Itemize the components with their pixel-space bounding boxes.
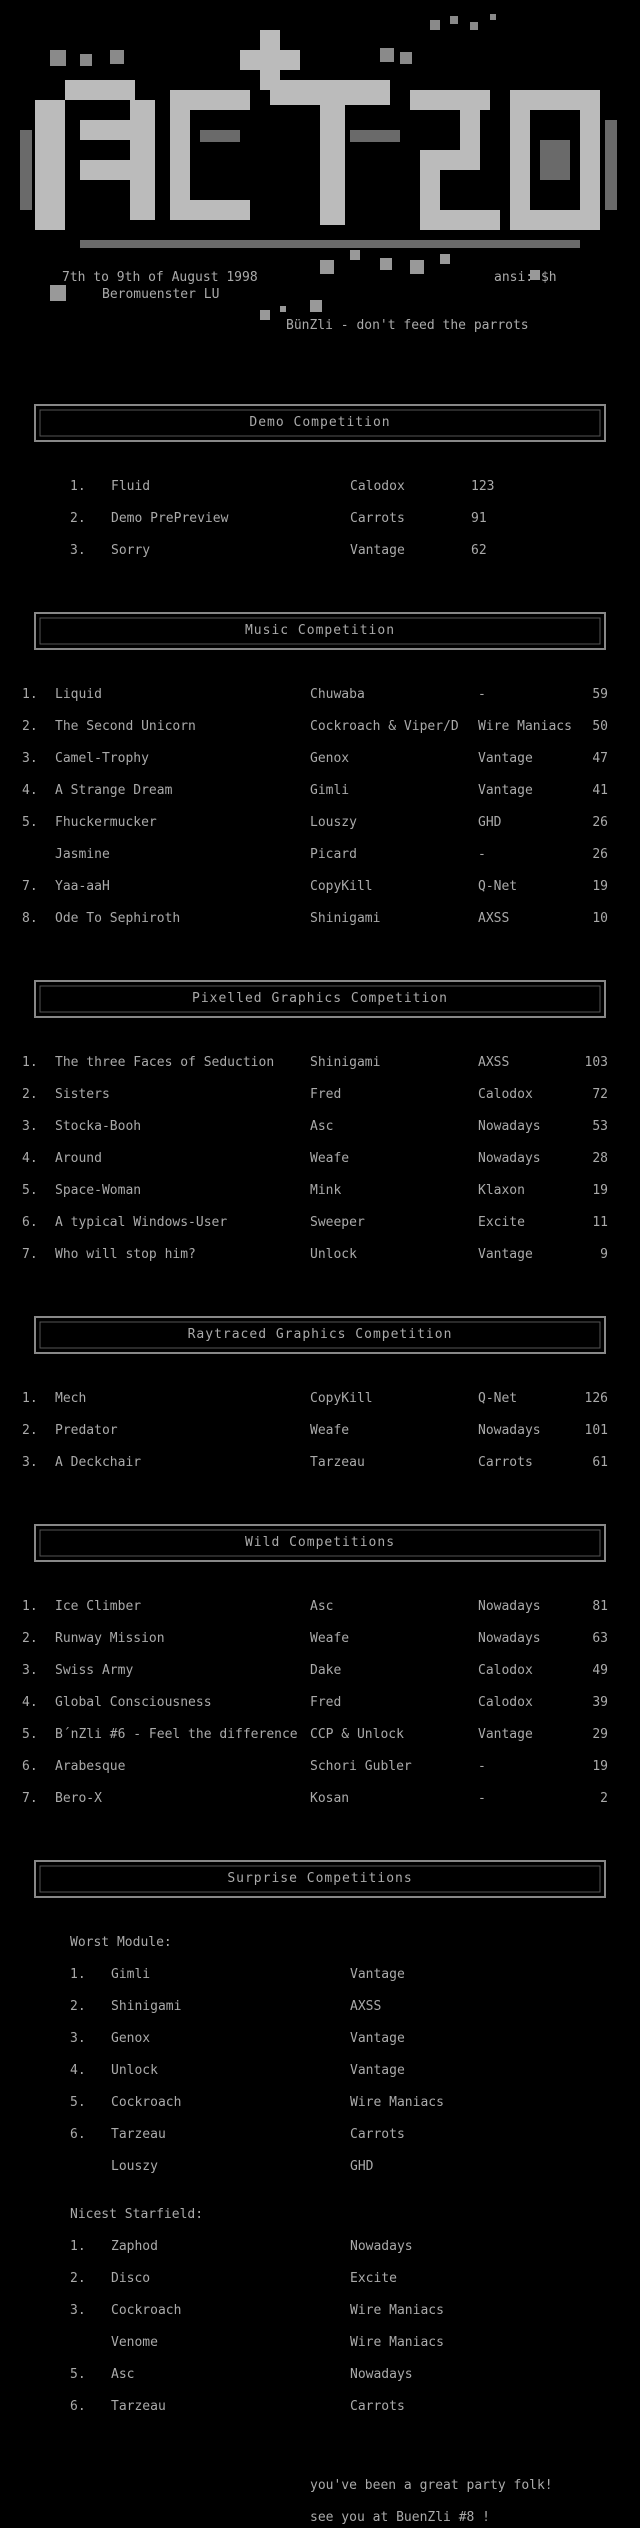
result-author: Genox [310,751,350,766]
result-name: B´nZli #6 - Feel the difference [55,1727,298,1742]
result-group: Wire Maniacs [478,719,572,734]
result-group: - [478,687,486,702]
award-group: Nowadays [350,2367,413,2382]
award-group: Nowadays [350,2239,413,2254]
result-name: A Strange Dream [55,783,173,798]
result-score: 19 [592,1759,608,1774]
result-rank: 8. [22,911,38,926]
result-score: 53 [592,1119,608,1134]
result-author: Picard [310,847,357,862]
award-row [0,2399,640,2415]
result-author: Chuwaba [310,687,365,702]
result-score: 63 [592,1631,608,1646]
footer-line-2: see you at BuenZli #8 ! [310,2510,491,2525]
result-name: The Second Unicorn [55,719,196,734]
result-group: Nowadays [478,1151,541,1166]
result-author: Kosan [310,1791,350,1806]
result-group: Klaxon [478,1183,525,1198]
result-author: Louszy [310,815,357,830]
result-rank: 3. [70,543,86,558]
result-score: 91 [471,511,487,526]
result-name: Who will stop him? [55,1247,196,1262]
banner-surprise [34,1859,606,1899]
result-row [0,847,640,863]
award-row [0,1999,640,2015]
result-rank: 2. [70,511,86,526]
result-rank: 1. [22,687,38,702]
result-rank: 6. [22,1759,38,1774]
result-name: Around [55,1151,102,1166]
award-rank: 6. [70,2399,86,2414]
worst-module-label: Worst Module: [70,1935,172,1950]
result-name: Demo PrePreview [111,511,229,526]
result-score: 126 [584,1391,608,1406]
result-rank: 7. [22,879,38,894]
award-group: Carrots [350,2127,405,2142]
result-rank: 7. [22,1791,38,1806]
result-group: Vantage [478,1727,533,1742]
result-row [0,1663,640,1679]
award-rank: 3. [70,2031,86,2046]
result-score: 11 [592,1215,608,1230]
award-name: Tarzeau [111,2127,166,2142]
award-rank: 1. [70,2239,86,2254]
result-group: Calodox [478,1695,533,1710]
result-score: 19 [592,879,608,894]
award-row [0,2271,640,2287]
result-row [0,783,640,799]
result-group: Calodox [478,1663,533,1678]
result-name: Mech [55,1391,87,1406]
award-group: Wire Maniacs [350,2303,444,2318]
result-author: Gimli [310,783,350,798]
result-rank: 2. [22,719,38,734]
award-row [0,2367,640,2383]
award-row [0,2159,640,2175]
result-rank: 7. [22,1247,38,1262]
nicest-starfield-label: Nicest Starfield: [70,2207,204,2222]
result-group: Nowadays [478,1423,541,1438]
award-row [0,2303,640,2319]
award-name: Cockroach [111,2303,182,2318]
result-score: 9 [600,1247,608,1262]
award-group: Carrots [350,2399,405,2414]
banner-pixel [34,979,606,1019]
result-score: 41 [592,783,608,798]
result-author: Sweeper [310,1215,365,1230]
result-score: 49 [592,1663,608,1678]
award-name: Unlock [111,2063,158,2078]
banner-music [34,611,606,651]
result-group: Carrots [350,511,405,526]
result-author: Weafe [310,1423,350,1438]
award-rank: 6. [70,2127,86,2142]
award-group: Wire Maniacs [350,2095,444,2110]
result-name: Camel-Trophy [55,751,149,766]
result-row [0,1151,640,1167]
result-group: Nowadays [478,1631,541,1646]
result-row [0,1247,640,1263]
result-score: 61 [592,1455,608,1470]
award-name: Gimli [111,1967,151,1982]
award-name: Zaphod [111,2239,158,2254]
result-group: Nowadays [478,1119,541,1134]
award-group: GHD [350,2159,374,2174]
result-score: 29 [592,1727,608,1742]
result-name: A typical Windows-User [55,1215,228,1230]
result-group: Vantage [350,543,405,558]
result-score: 72 [592,1087,608,1102]
result-score: 123 [471,479,495,494]
award-name: Disco [111,2271,151,2286]
result-author: Weafe [310,1151,350,1166]
result-name: Ode To Sephiroth [55,911,181,926]
result-rank: 4. [22,783,38,798]
result-author: Tarzeau [310,1455,365,1470]
result-rank: 1. [22,1055,38,1070]
result-rank: 3. [22,1663,38,1678]
result-row [0,1055,640,1071]
event-dates: 7th to 9th of August 1998 [62,270,258,285]
result-author: Asc [310,1599,334,1614]
event-location: Beromuenster LU [102,287,220,302]
banner-ray [34,1315,606,1355]
award-name: Shinigami [111,1999,182,2014]
result-score: 47 [592,751,608,766]
result-row [0,1215,640,1231]
award-group: Excite [350,2271,397,2286]
result-group: Carrots [478,1455,533,1470]
result-name: Yaa-aaH [55,879,110,894]
result-score: 19 [592,1183,608,1198]
result-score: 26 [592,847,608,862]
result-author: Fred [310,1695,342,1710]
award-rank: 5. [70,2095,86,2110]
award-row [0,2127,640,2143]
result-score: 59 [592,687,608,702]
result-author: CopyKill [310,1391,373,1406]
award-group: Vantage [350,2063,405,2078]
award-group: AXSS [350,1999,382,2014]
result-score: 39 [592,1695,608,1710]
result-group: - [478,847,486,862]
result-group: Nowadays [478,1599,541,1614]
result-row [0,751,640,767]
result-score: 62 [471,543,487,558]
award-row [0,2239,640,2255]
result-row [0,911,640,927]
award-name: Venome [111,2335,158,2350]
award-name: Genox [111,2031,151,2046]
result-row [0,1183,640,1199]
result-score: 2 [600,1791,608,1806]
result-rank: 3. [22,751,38,766]
result-row [0,1695,640,1711]
result-group: - [478,1759,486,1774]
result-score: 10 [592,911,608,926]
award-name: Asc [111,2367,135,2382]
result-group: - [478,1791,486,1806]
result-group: Vantage [478,1247,533,1262]
result-score: 81 [592,1599,608,1614]
ansi-credit: ansi: $h [494,270,557,285]
result-rank: 3. [22,1455,38,1470]
result-name: Fluid [111,479,151,494]
result-name: The three Faces of Seduction [55,1055,275,1070]
result-rank: 6. [22,1215,38,1230]
result-row [0,543,640,559]
result-rank: 5. [22,1183,38,1198]
result-author: CCP & Unlock [310,1727,404,1742]
award-group: Vantage [350,2031,405,2046]
result-name: Ice Climber [55,1599,142,1614]
section-title: Pixelled Graphics Competition [192,991,448,1006]
result-row [0,1791,640,1807]
result-author: Cockroach & Viper/D [310,719,459,734]
result-rank: 5. [22,815,38,830]
result-row [0,719,640,735]
result-group: GHD [478,815,502,830]
result-group: Vantage [478,783,533,798]
result-name: Arabesque [55,1759,126,1774]
result-author: Weafe [310,1631,350,1646]
section-title: Music Competition [244,623,396,638]
result-author: Shinigami [310,911,381,926]
result-rank: 4. [22,1151,38,1166]
award-name: Tarzeau [111,2399,166,2414]
result-row [0,879,640,895]
result-group: Q-Net [478,1391,518,1406]
section-title: Surprise Competitions [227,1871,413,1886]
result-author: Fred [310,1087,342,1102]
result-group: AXSS [478,911,510,926]
award-rank: 2. [70,1999,86,2014]
result-row [0,1087,640,1103]
result-row [0,1727,640,1743]
result-row [0,687,640,703]
result-name: Global Consciousness [55,1695,212,1710]
award-row [0,2095,640,2111]
result-rank: 2. [22,1087,38,1102]
section-title: Raytraced Graphics Competition [187,1327,453,1342]
result-author: CopyKill [310,879,373,894]
result-row [0,1455,640,1471]
result-author: Shinigami [310,1055,381,1070]
result-name: A Deckchair [55,1455,142,1470]
footer-line-1: you've been a great party folk! [310,2478,553,2493]
result-rank: 5. [22,1727,38,1742]
result-name: Swiss Army [55,1663,134,1678]
result-row [0,1391,640,1407]
award-rank: 4. [70,2063,86,2078]
award-rank: 5. [70,2367,86,2382]
result-author: Asc [310,1119,334,1134]
result-score: 101 [584,1423,608,1438]
award-row [0,2335,640,2351]
result-author: Mink [310,1183,342,1198]
result-group: Calodox [350,479,405,494]
award-group: Wire Maniacs [350,2335,444,2350]
result-rank: 4. [22,1695,38,1710]
result-row [0,1759,640,1775]
award-row [0,2031,640,2047]
banner-demo [34,403,606,443]
result-author: Unlock [310,1247,357,1262]
result-group: AXSS [478,1055,510,1070]
result-group: Excite [478,1215,525,1230]
result-score: 103 [584,1055,608,1070]
result-name: Space-Woman [55,1183,142,1198]
result-score: 50 [592,719,608,734]
result-group: Vantage [478,751,533,766]
result-rank: 2. [22,1631,38,1646]
result-score: 28 [592,1151,608,1166]
result-row [0,1599,640,1615]
result-name: Sorry [111,543,151,558]
result-row [0,1423,640,1439]
section-title: Wild Competitions [244,1535,396,1550]
award-name: Louszy [111,2159,158,2174]
result-name: Runway Mission [55,1631,165,1646]
result-rank: 2. [22,1423,38,1438]
section-title: Demo Competition [249,415,391,430]
award-rank: 2. [70,2271,86,2286]
result-score: 26 [592,815,608,830]
tagline: BünZli - don't feed the parrots [286,318,529,333]
result-name: Jasmine [55,847,110,862]
award-rank: 1. [70,1967,86,1982]
result-rank: 1. [22,1599,38,1614]
result-name: Fhuckermucker [55,815,157,830]
award-rank: 3. [70,2303,86,2318]
result-row [0,1631,640,1647]
award-row [0,1967,640,1983]
award-row [0,2063,640,2079]
banner-wild [34,1523,606,1563]
result-name: Stocka-Booh [55,1119,142,1134]
result-rank: 1. [70,479,86,494]
result-row [0,1119,640,1135]
result-row [0,479,640,495]
result-group: Q-Net [478,879,518,894]
result-name: Predator [55,1423,118,1438]
result-name: Bero-X [55,1791,102,1806]
result-group: Calodox [478,1087,533,1102]
result-row [0,815,640,831]
result-name: Sisters [55,1087,110,1102]
result-rank: 1. [22,1391,38,1406]
result-author: Dake [310,1663,342,1678]
result-name: Liquid [55,687,102,702]
result-row [0,511,640,527]
result-rank: 3. [22,1119,38,1134]
award-group: Vantage [350,1967,405,1982]
award-name: Cockroach [111,2095,182,2110]
result-author: Schori Gubler [310,1759,412,1774]
